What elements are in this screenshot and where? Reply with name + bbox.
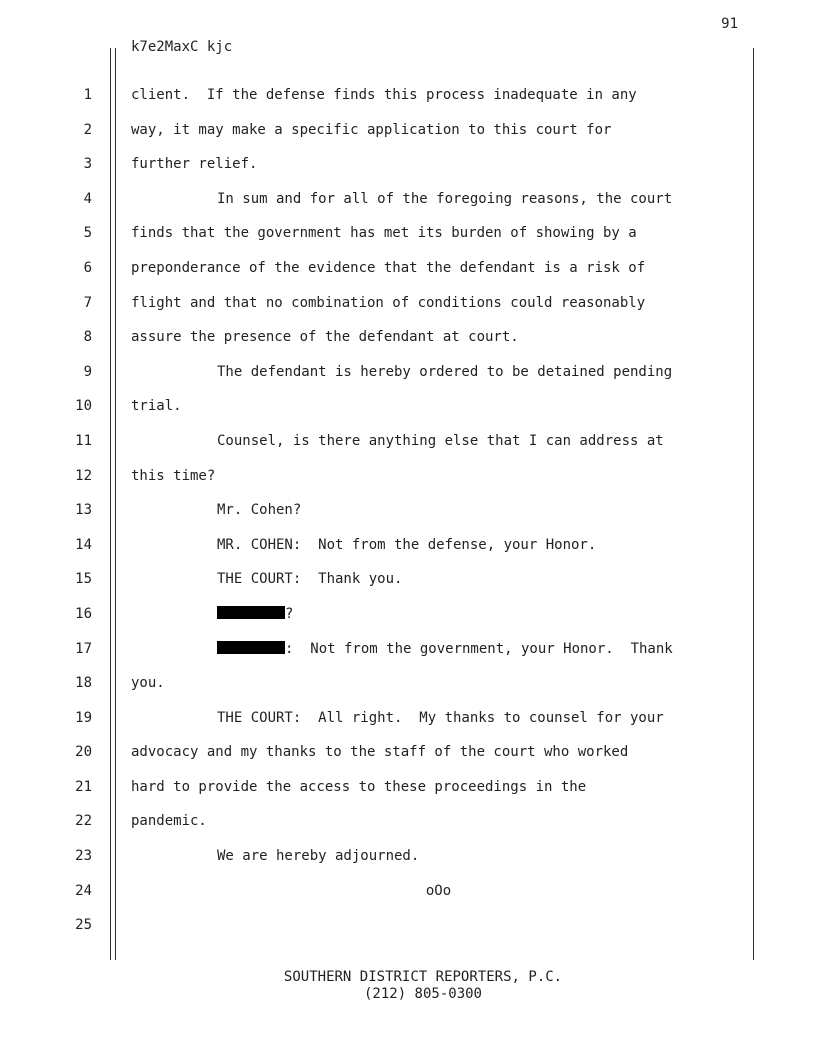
page-number: 91 — [721, 16, 738, 32]
line-number: 20 — [75, 744, 92, 761]
line-number: 10 — [75, 398, 92, 415]
transcript-line: this time? — [131, 467, 216, 484]
transcript-line: In sum and for all of the foregoing reasons, the court — [217, 190, 673, 207]
line-number: 18 — [75, 675, 92, 692]
line-number: 23 — [75, 848, 92, 865]
document-header-id: k7e2MaxC kjc — [131, 39, 233, 55]
transcript-line: client. If the defense finds this process inadequate in any — [131, 87, 637, 103]
left-margin-rule-inner — [115, 48, 116, 960]
line-number: 19 — [75, 709, 92, 726]
transcript-line-redacted — [131, 605, 746, 640]
transcript-line: We are hereby adjourned. — [217, 848, 420, 865]
left-margin-rule-outer — [110, 48, 111, 960]
transcript-end-marker: oOo — [425, 882, 452, 899]
line-number: 11 — [75, 432, 92, 449]
line-number: 3 — [83, 156, 92, 173]
transcript-line: The defendant is hereby ordered to be detained pending — [217, 363, 673, 380]
transcript-line: preponderance of the evidence that the defendant is a risk of — [131, 259, 646, 276]
transcript-line — [131, 916, 746, 951]
line-number: 4 — [83, 190, 92, 207]
line-number: 16 — [75, 605, 92, 622]
line-number: 6 — [83, 259, 92, 276]
redaction-block — [217, 641, 285, 654]
transcript-line: advocacy and my thanks to the staff of the court who worked — [131, 744, 629, 761]
line-number: 8 — [83, 329, 92, 346]
redacted-line-text: ? — [285, 605, 294, 622]
transcript-line: pandemic. — [131, 813, 207, 830]
line-number: 5 — [83, 225, 92, 242]
redaction-block — [217, 606, 285, 619]
line-number: 15 — [75, 571, 92, 588]
transcript-line: Mr. Cohen? — [217, 502, 302, 519]
page-footer — [0, 969, 816, 1003]
line-number: 7 — [83, 294, 92, 311]
transcript-line-redacted — [131, 640, 746, 675]
transcript-line: hard to provide the access to these proceedings in the — [131, 778, 587, 795]
line-number: 9 — [83, 363, 92, 380]
line-number-column — [60, 86, 92, 951]
transcript-line: THE COURT: Thank you. — [217, 571, 403, 588]
transcript-line: way, it may make a specific application to this court for — [131, 121, 612, 138]
transcript-line: Counsel, is there anything else that I can address at — [217, 432, 664, 449]
reporter-phone: (212) 805-0300 — [363, 986, 482, 1002]
line-number: 1 — [83, 87, 92, 103]
reporter-name: SOUTHERN DISTRICT REPORTERS, P.C. — [283, 969, 563, 985]
transcript-line: THE COURT: All right. My thanks to counsel for your — [217, 709, 664, 726]
transcript-line: finds that the government has met its burden of showing by a — [131, 225, 637, 242]
line-number: 13 — [75, 502, 92, 519]
line-number: 12 — [75, 467, 92, 484]
line-number: 17 — [75, 640, 92, 657]
transcript-line: assure the presence of the defendant at court. — [131, 329, 519, 346]
transcript-line: MR. COHEN: Not from the defense, your Honor. — [217, 536, 597, 553]
line-number: 21 — [75, 778, 92, 795]
transcript-line: trial. — [131, 398, 182, 415]
transcript-body — [131, 86, 746, 951]
line-number: 2 — [83, 121, 92, 138]
redacted-line-text: : Not from the government, your Honor. Thank — [285, 640, 673, 657]
line-number: 22 — [75, 813, 92, 830]
right-margin-rule — [753, 48, 754, 960]
line-number: 14 — [75, 536, 92, 553]
transcript-line: further relief. — [131, 156, 258, 173]
line-number: 25 — [75, 917, 92, 934]
transcript-line: you. — [131, 675, 165, 692]
line-number: 24 — [75, 882, 92, 899]
transcript-line: flight and that no combination of conditions could reasonably — [131, 294, 646, 311]
